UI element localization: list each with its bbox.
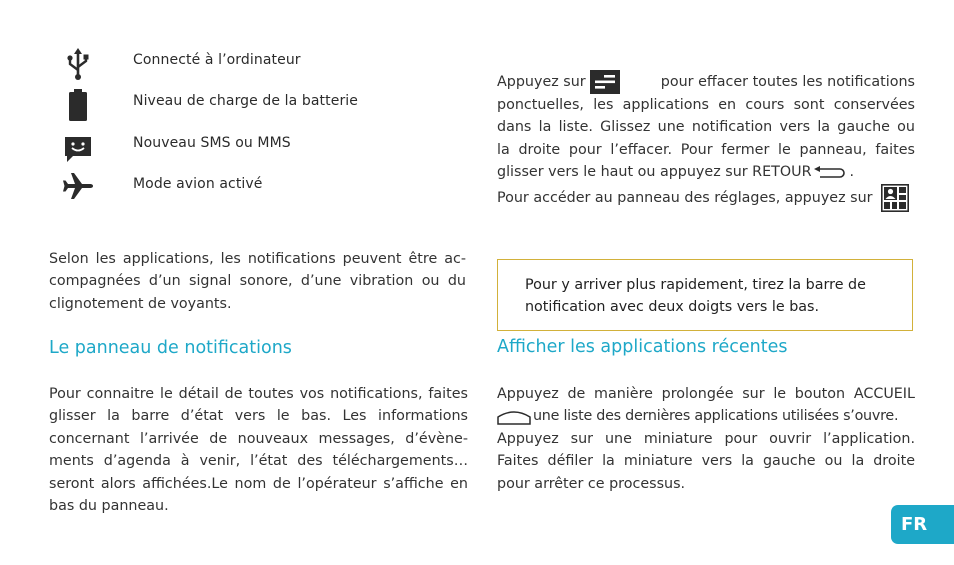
- clear-all-icon: [590, 70, 620, 94]
- tip-box: [497, 259, 913, 331]
- airplane-icon: [60, 168, 96, 204]
- clear-notifications-paragraph: Appuyez sur pour effacer toutes les notifications ponctuelles, les applications en cours sont conservées dans la liste. Glissez une notification vers la gauche ou la droite pour l’effacer. Pour fermer le panneau, faites glisser vers le haut ou appuyez sur RETOUR . Pour accéder au panneau des réglages, appuyez sur: [497, 70, 915, 212]
- recent-apps-paragraph: Appuyez de manière prolongée sur le bouton ACCUEIL une liste des dernières applications utilisées s’ouvre. Appuyez sur une miniature pour ouvrir l’application. Faites défiler la miniature vers la gauche ou la droite pour arrêter ce processus.: [497, 386, 915, 492]
- status-label-sms: Nouveau SMS ou MMS: [133, 135, 291, 151]
- status-label-airplane: Mode avion activé: [133, 176, 263, 192]
- sms-icon: [60, 131, 96, 167]
- status-label-usb: Connecté à l’ordinateur: [133, 52, 301, 68]
- intro-paragraph: Selon les applications, les notifications peuvent être ac- compagnées d’un signal sonore, d’une vibration ou du clignotement de voyants.: [49, 251, 466, 312]
- home-icon: [497, 409, 531, 425]
- settings-panel-icon: [881, 184, 909, 212]
- status-label-battery: Niveau de charge de la batterie: [133, 93, 359, 109]
- tip-text: Pour y arriver plus rapidement, tirez la barre de notification avec deux doigts vers le bas.: [525, 277, 866, 315]
- language-badge: FR: [891, 505, 954, 544]
- notif-panel-paragraph: Pour connaitre le détail de toutes vos notifications, faites glisser la barre d’état vers le bas. Les informations concernant l’arrivée de nouveaux messages, d’évène- ments d’agenda à venir, l’état des téléchargements… seront alors affichées.Le nom de l’opérateur s’affiche en bas du panneau.: [49, 386, 468, 515]
- battery-icon: [60, 87, 96, 123]
- usb-icon: [60, 46, 96, 82]
- notif-panel-heading: Le panneau de notifications: [49, 338, 292, 358]
- back-arrow-icon: [814, 166, 848, 178]
- recent-apps-heading: Afficher les applications récentes: [497, 337, 788, 357]
